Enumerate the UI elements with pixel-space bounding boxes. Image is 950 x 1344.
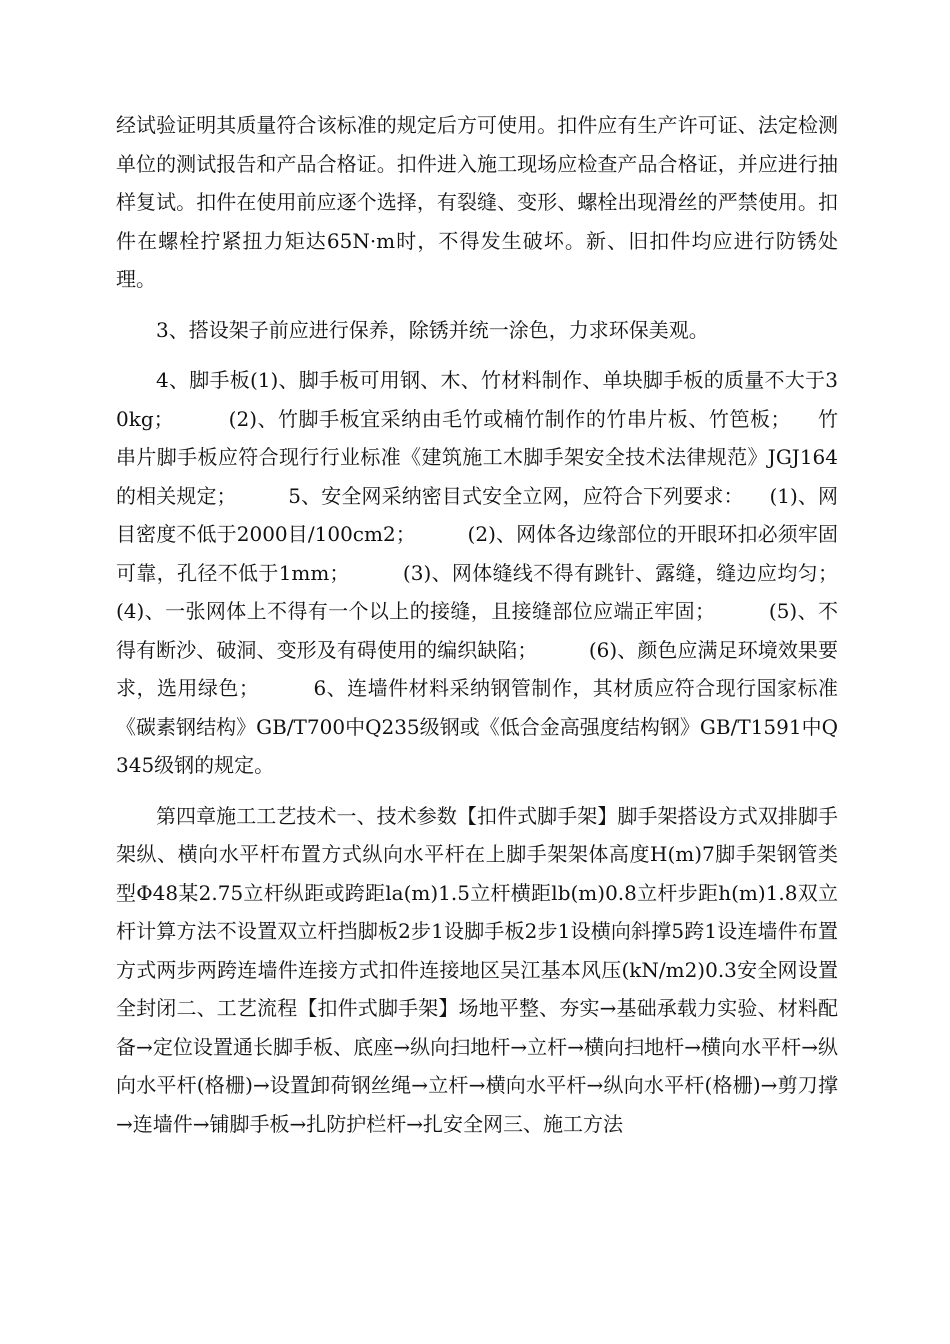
paragraph-clamp-quality: 经试验证明其质量符合该标准的规定后方可使用。扣件应有生产许可证、法定检测单位的测试报告和产品合格证。扣件进入施工现场应检查产品合格证，并应进行抽样复试。扣件在使用前应逐个选择，有裂缝、变形、螺栓出现滑丝的严禁使用。扣件在螺栓拧紧扭力矩达65N·m时，不得发生破坏。新、旧扣件均应进行防锈处理。 — [116, 113, 838, 291]
paragraph-scaffold-board-safety-net: 4、脚手板(1)、脚手板可用钢、木、竹材料制作、单块脚手板的质量不大于30kg； (2)、竹脚手板宜采纳由毛竹或楠竹制作的竹串片板、竹笆板； 竹串片脚手板应符合现行行业标准《建筑施工木脚手架安全技术法律规范》JGJ164的相关规定； 5、安全网采纳密目式安全立网，应符合下列要求： (1)、网目密度不低于2000目/100cm2； (2)、网体各边缘部位的开眼环扣必须牢固可靠，孔径不低于1mm； (3)、网体缝线不得有跳针、露缝，缝边应均匀； (4)、一张网体上不得有一个以上的接缝，且接缝部位应端正牢固； (5)、不得有断沙、破洞、变形及有碍使用的编织缺陷； (6)、颜色应满足环境效果要求，选用绿色； 6、连墙件材料采纳钢管制作，其材质应符合现行国家标准《碳素钢结构》GB/T700中Q235级钢或《低合金高强度结构钢》GB/T1591中Q345级钢的规定。 — [116, 368, 889, 777]
paragraph-chapter-four-process: 第四章施工工艺技术一、技术参数【扣件式脚手架】脚手架搭设方式双排脚手架纵、横向水平杆布置方式纵向水平杆在上脚手架架体高度H(m)7脚手架钢管类型Φ48某2.75立杆纵距或跨距la(m)1.5立杆横距lb(m)0.8立杆步距h(m)1.8双立杆计算方法不设置双立杆挡脚板2步1设脚手板2步1设横向斜撑5跨1设连墙件布置方式两步两跨连墙件连接方式扣件连接地区吴江基本风压(kN/m2)0.3安全网设置全封闭二、工艺流程【扣件式脚手架】场地平整、夯实→基础承载力实验、材料配备→定位设置通长脚手板、底座→纵向扫地杆→立杆→横向扫地杆→横向水平杆→纵向水平杆(格栅)→设置卸荷钢丝绳→立杆→横向水平杆→纵向水平杆(格栅)→剪刀撑→连墙件→铺脚手板→扎防护栏杆→扎安全网三、施工方法 — [116, 803, 838, 1136]
paragraph-maintenance-painting: 3、搭设架子前应进行保养，除锈并统一涂色，力求环保美观。 — [156, 317, 709, 342]
document-body — [116, 106, 889, 1143]
